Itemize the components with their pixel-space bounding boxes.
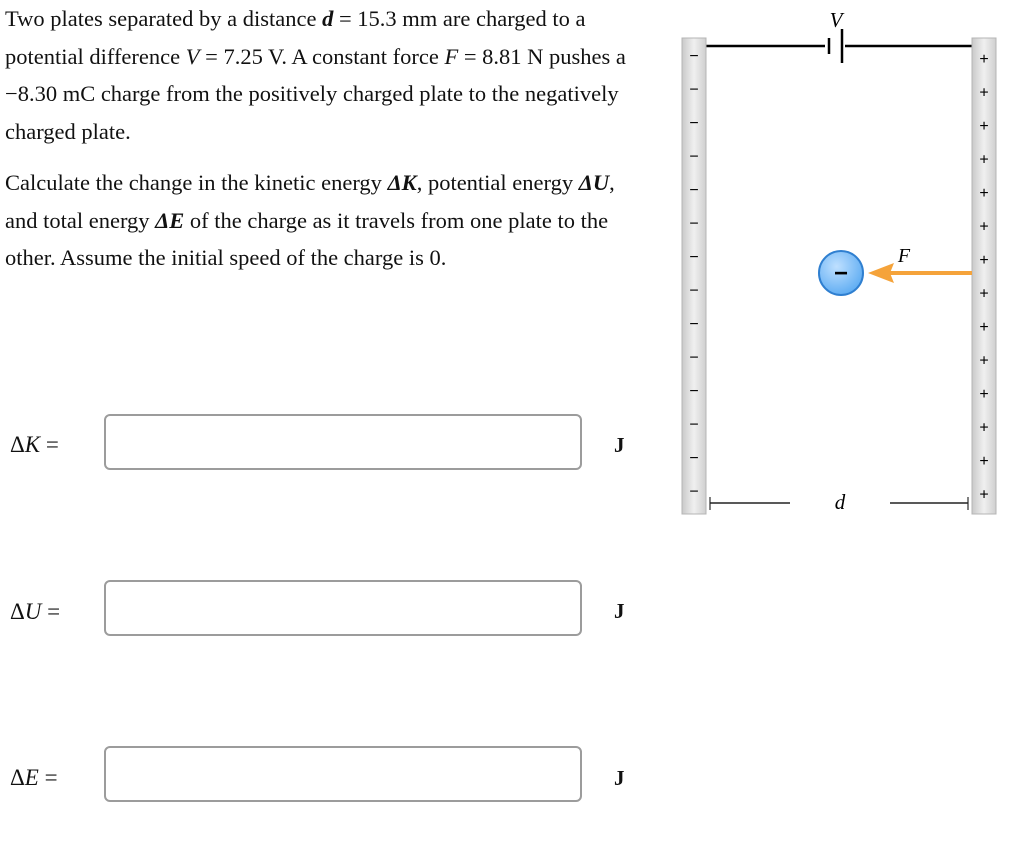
- positive-sign-marker: +: [979, 51, 989, 68]
- negative-sign-marker: −: [689, 215, 699, 233]
- positive-plate: [972, 38, 996, 514]
- negative-sign-marker: −: [689, 450, 699, 467]
- negative-sign-marker: −: [689, 282, 699, 300]
- positive-sign-marker: +: [979, 151, 989, 169]
- negative-sign-marker: −: [689, 115, 699, 132]
- positive-sign-marker: +: [979, 285, 989, 303]
- delta-e-unit: J: [614, 766, 625, 790]
- positive-sign-marker: +: [979, 118, 989, 135]
- problem-instructions: [5, 164, 630, 277]
- delta-e-input[interactable]: [104, 746, 582, 802]
- text-segment: = 15.3 mm are charged to a potential difference: [5, 6, 586, 69]
- delta-u-label: [10, 597, 60, 627]
- var-symbol: E: [24, 765, 39, 790]
- var-symbol: K: [24, 432, 41, 457]
- positive-sign-marker: +: [979, 252, 989, 269]
- negative-sign-marker: −: [689, 148, 699, 166]
- equals-sign: =: [40, 432, 59, 457]
- positive-sign-marker: +: [979, 419, 989, 437]
- text-segment: of the charge as it travels from one plate to the other. Assume the initial speed of the charge is 0.: [5, 207, 609, 270]
- negative-sign-marker: −: [689, 416, 699, 434]
- distance-label: d: [834, 490, 846, 514]
- positive-sign-marker: +: [979, 352, 989, 370]
- text-segment: , potential energy: [416, 170, 579, 195]
- negative-plate: [682, 38, 706, 514]
- positive-sign-marker: +: [979, 84, 989, 102]
- positive-sign-marker: +: [979, 386, 989, 403]
- negative-sign-marker: −: [689, 249, 699, 266]
- delta-e-label: [10, 763, 58, 793]
- symbol-delta-e: ΔE: [155, 207, 185, 233]
- positive-sign-marker: +: [979, 486, 989, 504]
- positive-sign-marker: +: [979, 185, 989, 202]
- symbol-delta-u: ΔU: [578, 170, 610, 195]
- delta-u-unit: J: [614, 599, 625, 623]
- equals-sign: =: [41, 599, 61, 624]
- symbol-delta-k: ΔK: [387, 170, 417, 195]
- charge-sign: −: [833, 260, 849, 287]
- delta-k-label: [10, 430, 59, 460]
- delta-u-input[interactable]: [104, 580, 582, 636]
- var-symbol: U: [24, 599, 42, 624]
- negative-sign-marker: −: [689, 483, 699, 501]
- symbol-d: d: [322, 6, 334, 31]
- symbol-v: V: [185, 43, 200, 69]
- text-segment: Calculate the change in the kinetic energy: [5, 170, 388, 195]
- equals-sign: =: [38, 765, 58, 790]
- negative-sign-marker: −: [689, 316, 699, 333]
- positive-sign-marker: +: [979, 218, 989, 236]
- positive-sign-marker: +: [979, 453, 989, 470]
- problem-statement: [5, 0, 630, 150]
- delta-symbol: Δ: [10, 765, 25, 790]
- text-segment: = 7.25 V. A constant force: [199, 43, 445, 69]
- text-segment: Two plates separated by a distance: [5, 6, 323, 31]
- negative-sign-marker: −: [689, 349, 699, 367]
- delta-k-unit: J: [614, 433, 625, 457]
- positive-sign-marker: +: [979, 319, 989, 336]
- battery-label: V: [829, 8, 843, 32]
- negative-sign-marker: −: [689, 383, 699, 400]
- negative-sign-marker: −: [689, 182, 699, 199]
- delta-symbol: Δ: [10, 599, 25, 624]
- text-segment: , and total energy: [5, 170, 615, 233]
- delta-k-input[interactable]: [104, 414, 582, 470]
- force-label: F: [897, 245, 911, 267]
- negative-sign-marker: −: [689, 81, 699, 99]
- battery-icon: [829, 29, 842, 63]
- capacitor-diagram: [676, 0, 1006, 525]
- negative-sign-marker: −: [689, 48, 699, 65]
- text-segment: = 8.81 N pushes a −8.30 mC charge from the positively charged plate to the negatively charged plate.: [5, 43, 626, 144]
- symbol-f: F: [444, 43, 459, 69]
- delta-symbol: Δ: [10, 432, 25, 457]
